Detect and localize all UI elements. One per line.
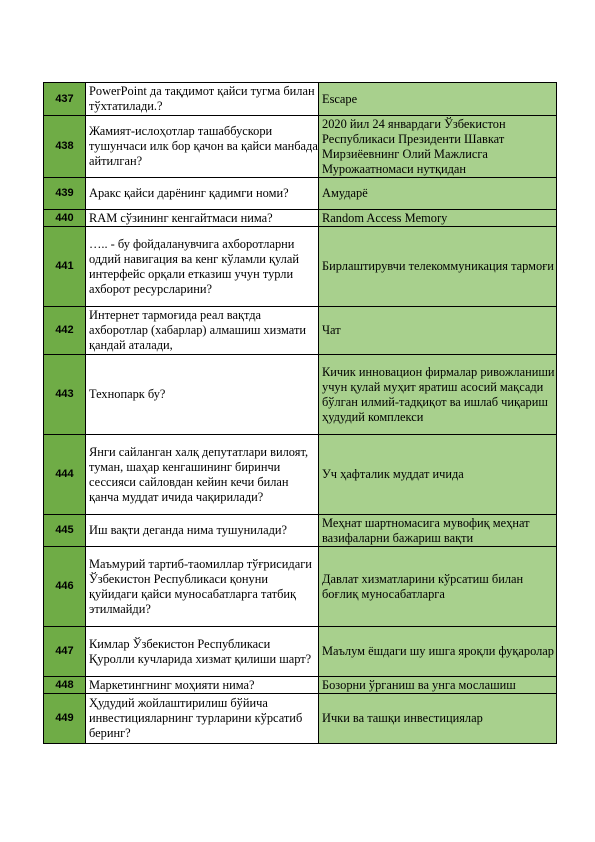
table-row — [44, 178, 557, 210]
row-number: 441 — [44, 227, 86, 307]
question-cell: ….. - бу фойдаланувчига ахборотларни оддий навигация ва кенг кўламли қулай интерфейс орқали етказиш учун турли ахборот ресурсларини? — [86, 227, 319, 307]
answer-cell: Меҳнат шартномасига мувофиқ меҳнат вазифаларни бажариш вақти — [319, 515, 557, 547]
row-number: 438 — [44, 116, 86, 178]
table-row — [44, 116, 557, 178]
answer-cell: Уч ҳафталик муддат ичида — [319, 435, 557, 515]
answer-cell: Чат — [319, 307, 557, 355]
table-row — [44, 307, 557, 355]
qa-table — [43, 82, 557, 744]
question-cell: Маркетингнинг моҳияти нима? — [86, 677, 319, 694]
question-cell: PowerPoint да тақдимот қайси тугма билан тўхтатилади.? — [86, 83, 319, 116]
question-cell: Иш вақти деганда нима тушунилади? — [86, 515, 319, 547]
table-row — [44, 627, 557, 677]
table-row — [44, 694, 557, 744]
table-row — [44, 515, 557, 547]
answer-cell: Random Access Memory — [319, 210, 557, 227]
row-number: 449 — [44, 694, 86, 744]
table-row — [44, 210, 557, 227]
question-cell: Интернет тармоғида реал вақтда ахборотлар (хабарлар) алмашиш хизмати қандай аталади, — [86, 307, 319, 355]
table-row — [44, 227, 557, 307]
row-number: 446 — [44, 547, 86, 627]
question-cell: Технопарк бу? — [86, 355, 319, 435]
row-number: 447 — [44, 627, 86, 677]
answer-cell: Ички ва ташқи инвестициялар — [319, 694, 557, 744]
row-number: 437 — [44, 83, 86, 116]
row-number: 448 — [44, 677, 86, 694]
table-row — [44, 355, 557, 435]
row-number: 443 — [44, 355, 86, 435]
question-cell: Маъмурий тартиб-таомиллар тўғрисидаги Ўзбекистон Республикаси қонуни қуйидаги қайси муносабатларга татбиқ этилмайди? — [86, 547, 319, 627]
answer-cell: Маълум ёшдаги шу ишга яроқли фуқаролар — [319, 627, 557, 677]
table-row — [44, 547, 557, 627]
answer-cell: Бирлаштирувчи телекоммуникация тармоғи — [319, 227, 557, 307]
qa-table-body — [44, 83, 557, 744]
question-cell: Жамият-ислоҳотлар ташаббускори тушунчаси илк бор қачон ва қайси манбада айтилган? — [86, 116, 319, 178]
table-row — [44, 83, 557, 116]
question-cell: Аракс қайси дарёнинг қадимги номи? — [86, 178, 319, 210]
question-cell: Кимлар Ўзбекистон Республикаси Қуролли кучларида хизмат қилиши шарт? — [86, 627, 319, 677]
row-number: 445 — [44, 515, 86, 547]
table-row — [44, 677, 557, 694]
table-row — [44, 435, 557, 515]
answer-cell: Бозорни ўрганиш ва унга мослашиш — [319, 677, 557, 694]
question-cell: Ҳудудий жойлаштирилиш бўйича инвестицияларнинг турларини кўрсатиб беринг? — [86, 694, 319, 744]
answer-cell: Escape — [319, 83, 557, 116]
row-number: 444 — [44, 435, 86, 515]
answer-cell: Давлат хизматларини кўрсатиш билан боғлиқ муносабатларга — [319, 547, 557, 627]
row-number: 442 — [44, 307, 86, 355]
question-cell: Янги сайланган халқ депутатлари вилоят, туман, шаҳар кенгашининг биринчи сессияси сайловдан кейин кечи билан қанча муддат ичида чақирилади? — [86, 435, 319, 515]
question-cell: RAM сўзининг кенгайтмаси нима? — [86, 210, 319, 227]
answer-cell: Кичик инновацион фирмалар ривожланиши учун қулай муҳит яратиш асосий мақсади бўлган илмий-тадқиқот ва ишлаб чиқариш ҳудудий комплекси — [319, 355, 557, 435]
answer-cell: 2020 йил 24 январдаги Ўзбекистон Республикаси Президенти Шавкат Мирзиёевнинг Олий Мажлисга Мурожаатномаси нутқидан — [319, 116, 557, 178]
row-number: 439 — [44, 178, 86, 210]
row-number: 440 — [44, 210, 86, 227]
answer-cell: Амударё — [319, 178, 557, 210]
